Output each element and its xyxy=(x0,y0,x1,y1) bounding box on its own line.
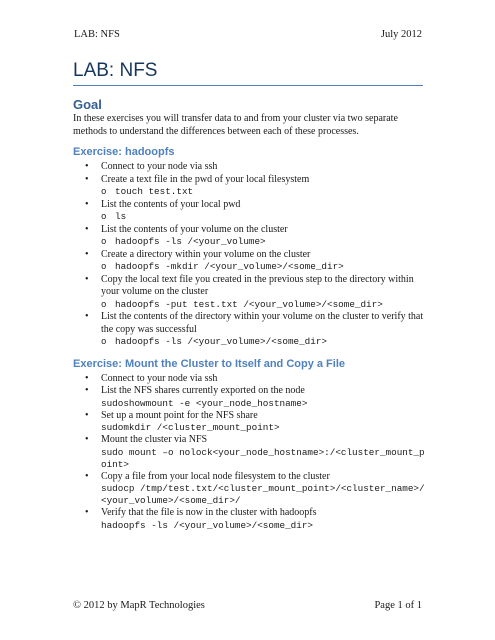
sub-item: o hadoopfs -ls /<your_volume> xyxy=(115,236,425,249)
list-item: • Copy a file from your local node filesystem to the cluster sudocp /tmp/test.txt/<cluster_mount_point>/<cluster_name>/<your_volume>/<some_dir>/ xyxy=(101,471,425,508)
list-item: • List the contents of the directory within your volume on the cluster to verify that the copy was successful o hadoopfs -ls /<your_volume>/<some_dir> xyxy=(101,311,425,349)
list-item: • Create a directory within your volume on the cluster o hadoopfs -mkdir /<your_volume>/<some_dir> xyxy=(101,249,425,274)
command-text: sudocp /tmp/test.txt/<cluster_mount_point>/<cluster_name>/<your_volume>/<some_dir>/ xyxy=(101,483,425,506)
page-title: LAB: NFS xyxy=(73,60,423,86)
list-item: • Set up a mount point for the NFS share sudomkdir /<cluster_mount_point> xyxy=(101,410,425,435)
list-item: • Mount the cluster via NFS sudo mount –o nolock<your_node_hostname>:/<cluster_mount_point> xyxy=(101,434,425,471)
exercise1-heading: Exercise: hadoopfs xyxy=(73,146,175,158)
sub-item: o touch test.txt xyxy=(115,186,425,199)
list-item: • Connect to your node via ssh xyxy=(101,161,425,174)
command-text: sudoshowmount -e <your_node_hostname> xyxy=(101,397,308,409)
document-body xyxy=(73,96,425,532)
list-item: • List the contents of your volume on the cluster o hadoopfs -ls /<your_volume> xyxy=(101,224,425,249)
list-item: • Verify that the file is now in the cluster with hadoopfs hadoopfs -ls /<your_volume>/<some_dir> xyxy=(101,507,425,532)
sub-item: o ls xyxy=(115,211,425,224)
list-item: • Copy the local text file you created in the previous step to the directory within your volume on the cluster o hadoopfs -put test.txt /<your_volume>/<some_dir> xyxy=(101,274,425,312)
sub-item: o hadoopfs -put test.txt /<your_volume>/<some_dir> xyxy=(115,299,425,312)
list-item: • List the NFS shares currently exported on the node sudoshowmount -e <your_node_hostname> xyxy=(101,385,425,410)
footer-right: Page 1 of 1 xyxy=(374,600,422,611)
command-text: sudomkdir /<cluster_mount_point> xyxy=(101,422,280,433)
exercise1-list xyxy=(73,161,425,349)
goal-heading: Goal xyxy=(73,97,102,112)
command-text: hadoopfs -ls /<your_volume>/<some_dir> xyxy=(101,519,314,531)
sub-item: o hadoopfs -ls /<your_volume>/<some_dir> xyxy=(115,336,425,349)
exercise2-list xyxy=(73,373,425,532)
command-text: sudo mount –o nolock<your_node_hostname>:/<cluster_mount_point> xyxy=(101,446,425,470)
list-item: • Connect to your node via ssh xyxy=(101,373,425,386)
header-right: July 2012 xyxy=(380,29,422,40)
goal-text: In these exercises you will transfer data to and from your cluster via two separate methods to understand the differences between each of these processes. xyxy=(73,113,398,137)
header-left: LAB: NFS xyxy=(74,29,120,40)
sub-item: o hadoopfs -mkdir /<your_volume>/<some_dir> xyxy=(115,261,425,274)
list-item: • List the contents of your local pwd o ls xyxy=(101,199,425,224)
exercise2-heading: Exercise: Mount the Cluster to Itself and Copy a File xyxy=(73,357,345,370)
footer-left: © 2012 by MapR Technologies xyxy=(73,600,205,611)
list-item: • Create a text file in the pwd of your local filesystem o touch test.txt xyxy=(101,174,425,199)
